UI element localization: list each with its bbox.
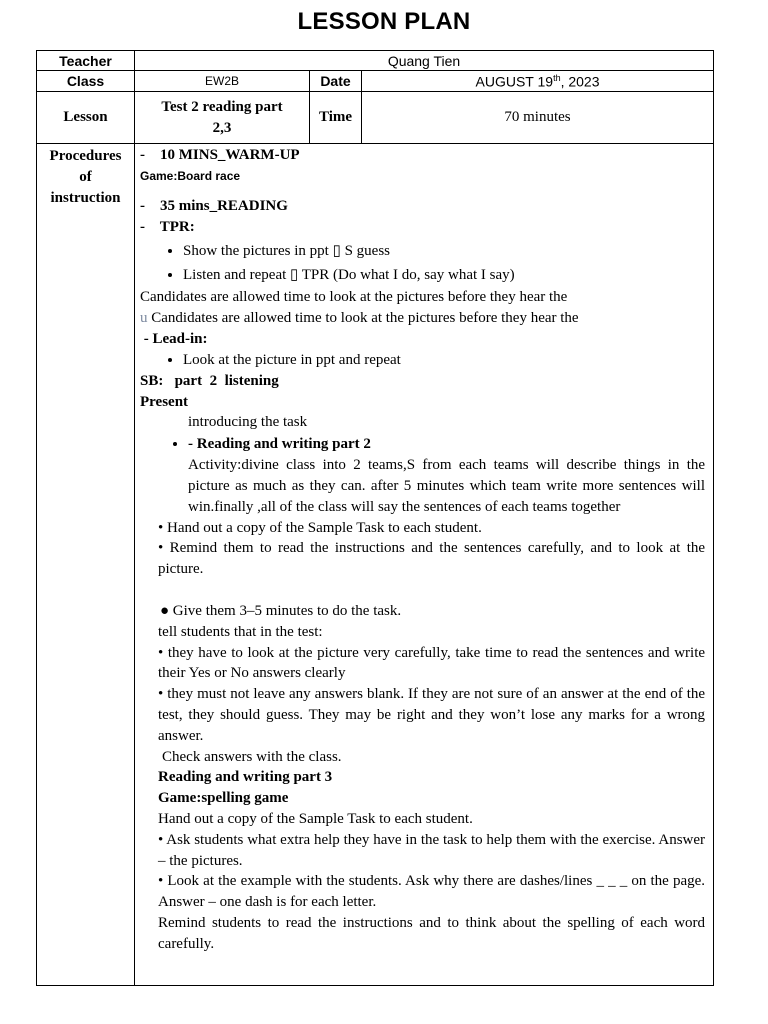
date-year: , 2023 <box>560 73 600 90</box>
teacher-value: Quang Tien <box>135 51 714 71</box>
rw-part3-heading: Reading and writing part 3 <box>158 769 333 786</box>
remind-1: • Remind them to read the instructions and the sentences carefully, and to look at the picture. <box>158 540 706 578</box>
not-blank: • they must not leave any answers blank. If they are not sure of an answer at the end of the test, they should guess. They may be right and they won’t lose any marks for a wrong answer. <box>158 686 706 744</box>
leadin-heading: - Lead-in: <box>140 330 208 347</box>
lesson-plan-table <box>36 50 714 986</box>
look-picture: • they have to look at the picture very carefully, take time to read the sentences and write their Yes or No answers clearly <box>158 644 706 682</box>
lesson-time-row <box>37 92 714 144</box>
procedures-label <box>37 144 135 986</box>
candidates-line-2 <box>140 308 705 329</box>
handout-1: • Hand out a copy of the Sample Task to each student. <box>158 519 482 536</box>
procedures-content <box>135 144 714 986</box>
activity-text: Activity:divine class into 2 teams,S from each teams will describe things in the picture as much as they can. after 5 minutes which team write more sentences will win.finally ,all of the class will say the sentences of each teams together <box>188 457 706 515</box>
game-spelling: Game:spelling game <box>158 790 289 807</box>
ask-help: • Ask students what extra help they have in the task to help them with the exercise. Answer – the pictures. <box>158 831 706 869</box>
time-value: 70 minutes <box>362 92 714 144</box>
teacher-label: Teacher <box>37 51 135 71</box>
tpr-list <box>140 239 705 287</box>
candidates-line-1: Candidates are allowed time to look at the pictures before they hear the <box>140 289 568 306</box>
class-value: EW2B <box>135 71 310 92</box>
date-main: AUGUST 19 <box>475 73 554 90</box>
reading-heading: - 35 mins_READING <box>140 197 288 214</box>
warmup-heading: - 10 MINS_WARM-UP <box>140 147 300 163</box>
rw-part2-heading: • - Reading and writing part 2 <box>188 433 705 455</box>
tell-students: tell students that in the test: <box>158 623 323 640</box>
sb-heading: SB: part 2 listening <box>140 372 279 389</box>
handout-2: Hand out a copy of the Sample Task to each student. <box>158 810 473 827</box>
tpr-item-1: • Show the pictures in ppt ▯ S guess <box>183 239 705 263</box>
date-value <box>362 71 714 92</box>
date-label: Date <box>310 71 362 92</box>
look-example: • Look at the example with the students. Ask why there are dashes/lines _ _ _ on the page. Answer – one dash is for each letter. <box>158 873 706 911</box>
teacher-row <box>37 51 714 71</box>
tpr-item-2: • Listen and repeat ▯ TPR (Do what I do, say what I say) <box>183 263 705 287</box>
class-date-row <box>37 71 714 92</box>
procedures-row <box>37 144 714 986</box>
leadin-list <box>140 350 705 371</box>
lesson-value-line2: 2,3 <box>212 119 232 136</box>
game-board-race: Game:Board race <box>140 168 241 183</box>
candidates-text: Candidates are allowed time to look at the pictures before they hear the <box>147 310 579 327</box>
time-label: Time <box>310 92 362 144</box>
date-suffix: th <box>553 72 561 83</box>
lesson-value <box>135 92 310 144</box>
page-title: LESSON PLAN <box>297 8 471 35</box>
give-time: ● Give them 3–5 minutes to do the task. <box>160 602 402 619</box>
rw-part2-list <box>140 433 705 455</box>
lesson-value-line1: Test 2 reading part <box>161 98 283 115</box>
lesson-label: Lesson <box>37 92 135 144</box>
leadin-item-1: • Look at the picture in ppt and repeat <box>183 350 705 371</box>
class-label: Class <box>37 71 135 92</box>
procedures-label-line3: instruction <box>50 190 121 206</box>
intro-task: introducing the task <box>188 414 308 431</box>
check-answers: Check answers with the class. <box>162 748 342 765</box>
remind-2: Remind students to read the instructions and to think about the spelling of each word carefully. <box>158 914 706 952</box>
candidates-prefix: u <box>140 310 148 327</box>
procedures-label-line1: Procedures <box>49 148 122 164</box>
procedures-label-line2: of <box>79 169 92 185</box>
present-heading: Present <box>140 393 189 410</box>
tpr-heading: - TPR: <box>140 218 195 235</box>
